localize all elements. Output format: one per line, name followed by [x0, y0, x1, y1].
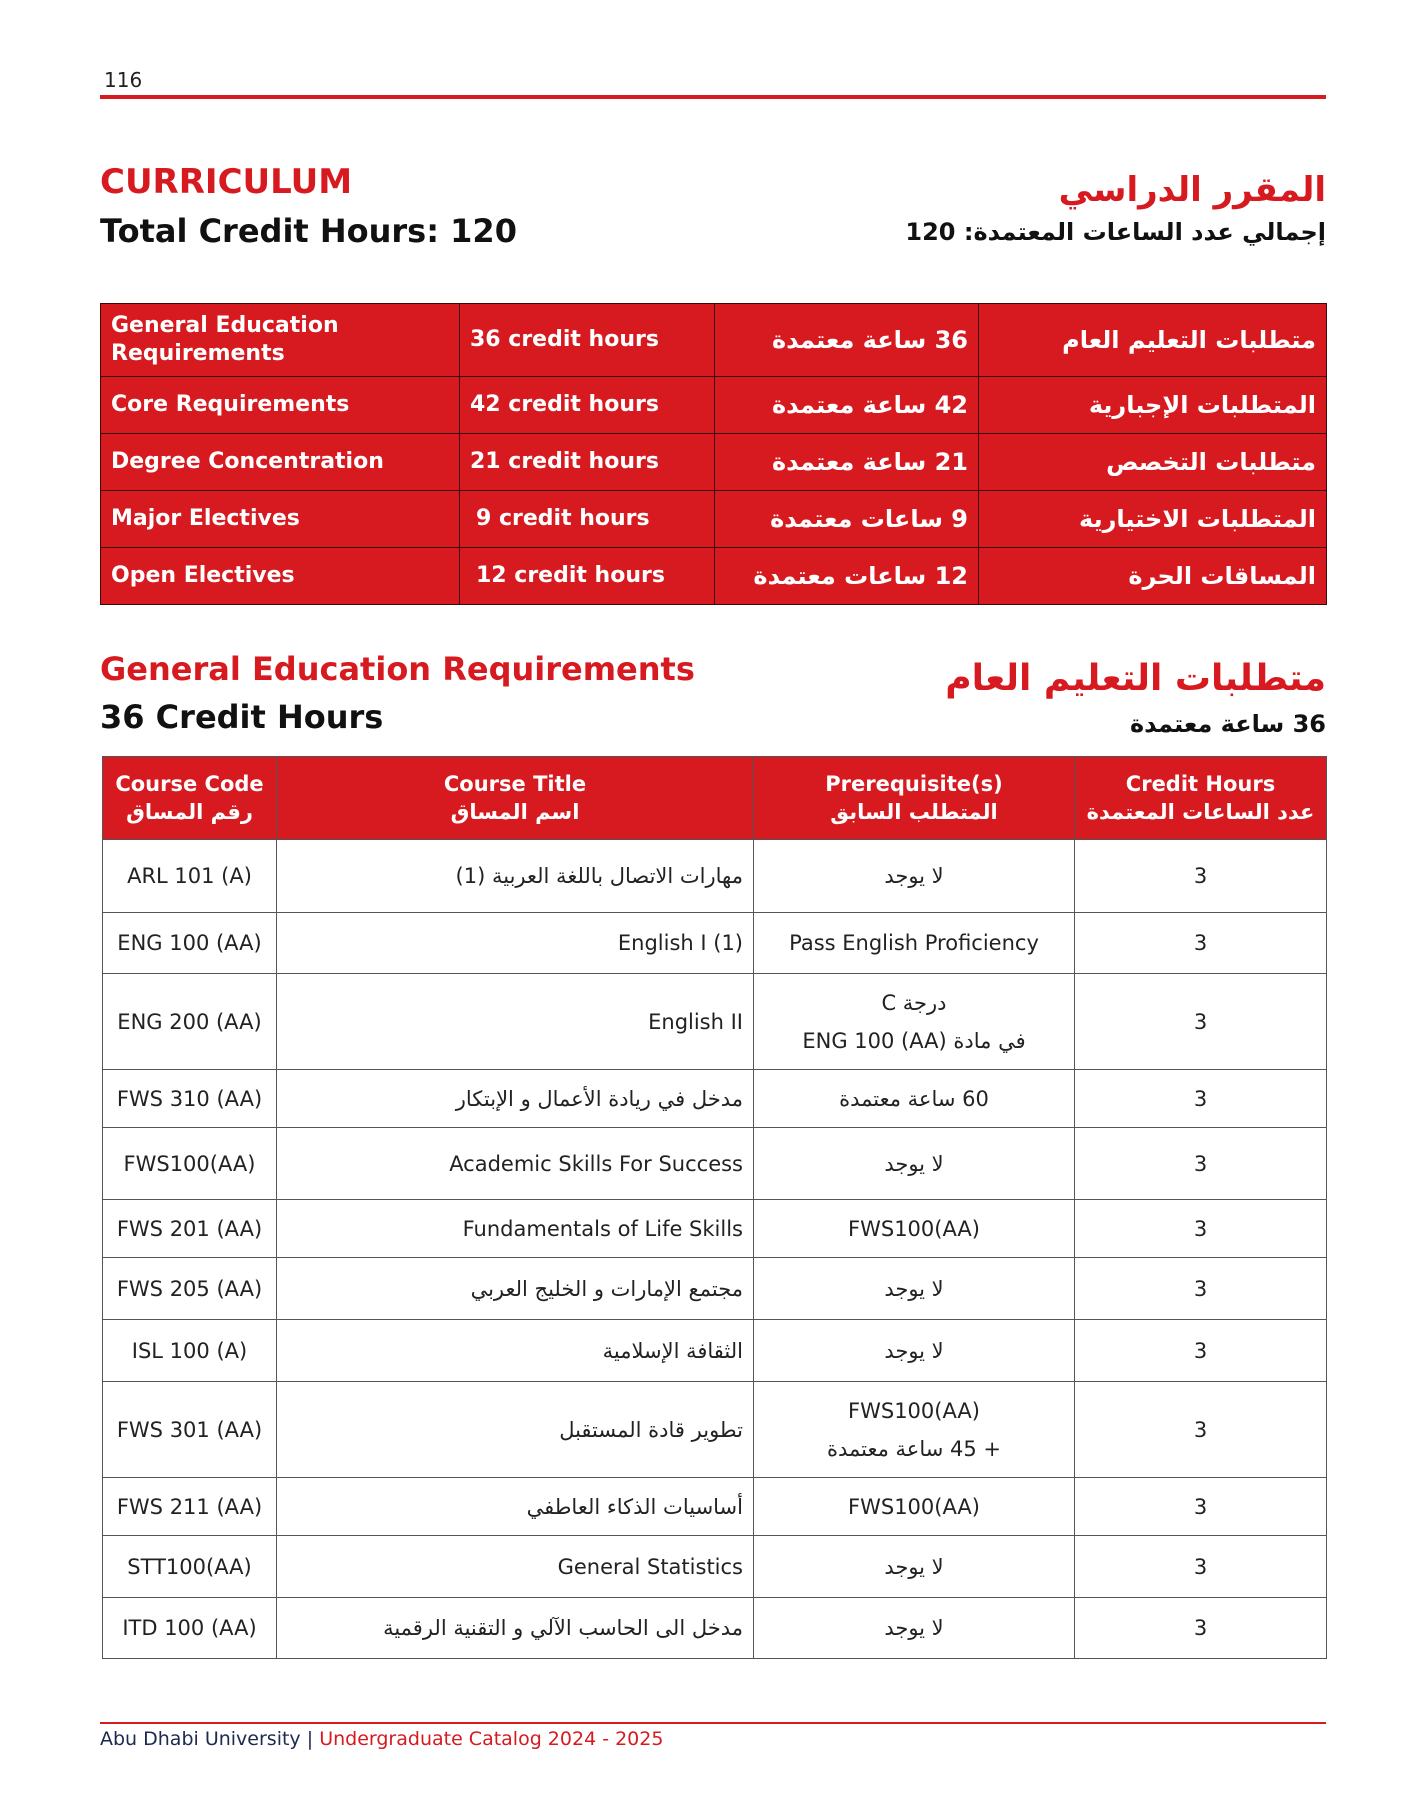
- course-title: [277, 1478, 754, 1536]
- course-prerequisite: [754, 1536, 1075, 1598]
- course-prerequisite: [754, 1478, 1075, 1536]
- prerequisite-line: لا يوجد: [884, 864, 944, 888]
- prerequisite-line: Pass English Proficiency: [789, 931, 1039, 955]
- table-row: [103, 1070, 1327, 1128]
- course-title-text: مدخل الى الحاسب الآلي و التقنية الرقمية: [383, 1616, 743, 1640]
- course-code-header: [103, 757, 277, 840]
- course-title: [277, 1128, 754, 1200]
- prerequisite-line: لا يوجد: [884, 1554, 944, 1579]
- curriculum-title-en: CURRICULUM: [100, 162, 353, 202]
- table-row: [103, 1128, 1327, 1200]
- course-title-text: Fundamentals of Life Skills: [462, 1216, 743, 1241]
- gen-ed-title-ar: متطلبات التعليم العام: [945, 658, 1326, 699]
- course-title-header-ar: اسم المساق: [450, 800, 580, 824]
- table-row: [103, 913, 1327, 974]
- header-rule: [100, 95, 1326, 99]
- course-title-header: [277, 757, 754, 840]
- course-code: FWS 310 (AA): [103, 1070, 277, 1128]
- course-credits: 3: [1075, 974, 1327, 1070]
- course-credits: 3: [1075, 1258, 1327, 1320]
- prerequisite-line: + 45 ساعة معتمدة: [826, 1436, 1002, 1461]
- course-credits: 3: [1075, 1598, 1327, 1659]
- footer-catalog: Undergraduate Catalog 2024 - 2025: [319, 1728, 664, 1750]
- page-footer: [100, 1728, 663, 1750]
- course-credits: 3: [1075, 1382, 1327, 1478]
- course-title: [277, 1258, 754, 1320]
- table-row: [103, 974, 1327, 1070]
- table-row: [103, 1598, 1327, 1659]
- prerequisite-header-ar: المتطلب السابق: [830, 800, 998, 824]
- gen-ed-hours-ar: 36 ساعة معتمدة: [1129, 710, 1326, 738]
- course-code: FWS 301 (AA): [103, 1382, 277, 1478]
- summary-hours-en: 36 credit hours: [460, 304, 715, 377]
- table-row: [103, 1320, 1327, 1382]
- course-title: [277, 1200, 754, 1258]
- summary-row: [101, 548, 1327, 605]
- summary-category-ar: متطلبات التخصص: [979, 434, 1327, 491]
- course-credits: 3: [1075, 1200, 1327, 1258]
- course-code: ITD 100 (AA): [103, 1598, 277, 1659]
- footer-university: Abu Dhabi University: [100, 1728, 301, 1750]
- prerequisite-line: درجة C: [881, 990, 947, 1015]
- summary-hours-ar: 21 ساعة معتمدة: [715, 434, 979, 491]
- curriculum-title-ar: المقرر الدراسي: [1058, 170, 1326, 210]
- course-code-header-ar: رقم المساق: [126, 800, 253, 824]
- prerequisite-line: لا يوجد: [884, 1616, 944, 1640]
- summary-category-en: Major Electives: [101, 491, 460, 548]
- summary-hours-ar: 42 ساعة معتمدة: [715, 377, 979, 434]
- course-prerequisite: [754, 1258, 1075, 1320]
- summary-category-en: Open Electives: [101, 548, 460, 605]
- course-code: FWS100(AA): [103, 1128, 277, 1200]
- course-credits: 3: [1075, 840, 1327, 913]
- prerequisite-line: لا يوجد: [884, 1151, 944, 1176]
- footer-rule: [100, 1722, 1326, 1724]
- prerequisite-line: لا يوجد: [884, 1338, 944, 1363]
- prerequisite-line: في مادة ENG 100 (AA): [802, 1028, 1026, 1053]
- summary-category-en: Core Requirements: [101, 377, 460, 434]
- prerequisite-header-en: Prerequisite(s): [825, 772, 1003, 796]
- course-code: ARL 101 (A): [103, 840, 277, 913]
- course-title-text: مهارات الاتصال باللغة العربية (1): [455, 864, 743, 888]
- page-number: 116: [104, 68, 143, 92]
- prerequisite-line: 60 ساعة معتمدة: [839, 1086, 989, 1111]
- prerequisite-line: FWS100(AA): [848, 1398, 980, 1423]
- prerequisite-line: لا يوجد: [884, 1276, 944, 1301]
- prerequisite-header: [754, 757, 1075, 840]
- course-code: ENG 100 (AA): [103, 913, 277, 974]
- credit-hours-header-en: Credit Hours: [1125, 772, 1276, 796]
- table-row: [103, 840, 1327, 913]
- summary-row: [101, 434, 1327, 491]
- summary-row: [101, 304, 1327, 377]
- table-header-row: [103, 757, 1327, 840]
- course-title-text: مجتمع الإمارات و الخليج العربي: [470, 1276, 743, 1301]
- table-row: [103, 1382, 1327, 1478]
- summary-hours-ar: 36 ساعة معتمدة: [715, 304, 979, 377]
- course-prerequisite: [754, 1070, 1075, 1128]
- gen-ed-hours-en: 36 Credit Hours: [100, 698, 384, 736]
- course-credits: 3: [1075, 913, 1327, 974]
- summary-category-ar: متطلبات التعليم العام: [979, 304, 1327, 377]
- gen-ed-courses-table: [102, 756, 1327, 1659]
- course-prerequisite: [754, 1598, 1075, 1659]
- course-code: FWS 205 (AA): [103, 1258, 277, 1320]
- summary-hours-ar: 12 ساعات معتمدة: [715, 548, 979, 605]
- course-title: [277, 840, 754, 913]
- course-title-text: English II: [648, 1009, 743, 1034]
- course-code: ISL 100 (A): [103, 1320, 277, 1382]
- table-row: [103, 1200, 1327, 1258]
- course-prerequisite: [754, 1320, 1075, 1382]
- course-credits: 3: [1075, 1128, 1327, 1200]
- summary-hours-en: 12 credit hours: [460, 548, 715, 605]
- course-title: [277, 1598, 754, 1659]
- summary-hours-ar: 9 ساعات معتمدة: [715, 491, 979, 548]
- course-code-header-en: Course Code: [115, 772, 264, 796]
- gen-ed-title-en: General Education Requirements: [100, 650, 695, 688]
- course-credits: 3: [1075, 1070, 1327, 1128]
- prerequisite-line: FWS100(AA): [848, 1216, 980, 1241]
- credit-hours-header: [1075, 757, 1327, 840]
- course-prerequisite: [754, 974, 1075, 1070]
- course-code: FWS 211 (AA): [103, 1478, 277, 1536]
- course-title: [277, 1382, 754, 1478]
- course-title-text: مدخل في ريادة الأعمال و الإبتكار: [455, 1086, 743, 1111]
- course-prerequisite: [754, 840, 1075, 913]
- course-title-text: أساسيات الذكاء العاطفي: [526, 1494, 743, 1519]
- summary-hours-en: 9 credit hours: [460, 491, 715, 548]
- course-title: [277, 1320, 754, 1382]
- total-credit-hours-ar: إجمالي عدد الساعات المعتمدة: 120: [905, 218, 1326, 246]
- footer-separator: |: [306, 1728, 314, 1750]
- course-title: [277, 1070, 754, 1128]
- course-title: [277, 974, 754, 1070]
- course-title-text: English I (1): [617, 931, 743, 955]
- summary-category-en: Degree Concentration: [101, 434, 460, 491]
- credit-hours-header-ar: عدد الساعات المعتمدة: [1086, 800, 1315, 824]
- course-code: STT100(AA): [103, 1536, 277, 1598]
- course-title-header-en: Course Title: [443, 772, 587, 796]
- total-credit-hours-en: Total Credit Hours: 120: [100, 212, 517, 250]
- prerequisite-line: FWS100(AA): [848, 1494, 980, 1519]
- course-code: FWS 201 (AA): [103, 1200, 277, 1258]
- summary-row: [101, 377, 1327, 434]
- summary-hours-en: 21 credit hours: [460, 434, 715, 491]
- summary-category-en: General Education Requirements: [101, 304, 460, 377]
- summary-hours-en: 42 credit hours: [460, 377, 715, 434]
- course-title-text: General Statistics: [557, 1554, 743, 1579]
- credit-summary-table: [100, 303, 1327, 605]
- course-title-text: تطوير قادة المستقبل: [559, 1417, 743, 1442]
- course-code: ENG 200 (AA): [103, 974, 277, 1070]
- summary-category-ar: المتطلبات الاختيارية: [979, 491, 1327, 548]
- summary-category-ar: المساقات الحرة: [979, 548, 1327, 605]
- course-title-text: Academic Skills For Success: [449, 1151, 743, 1176]
- course-prerequisite: [754, 913, 1075, 974]
- course-title-text: الثقافة الإسلامية: [602, 1338, 743, 1363]
- course-credits: 3: [1075, 1320, 1327, 1382]
- table-row: [103, 1258, 1327, 1320]
- course-prerequisite: [754, 1382, 1075, 1478]
- table-row: [103, 1536, 1327, 1598]
- summary-category-ar: المتطلبات الإجبارية: [979, 377, 1327, 434]
- course-prerequisite: [754, 1128, 1075, 1200]
- table-row: [103, 1478, 1327, 1536]
- course-title: [277, 913, 754, 974]
- course-title: [277, 1536, 754, 1598]
- course-credits: 3: [1075, 1478, 1327, 1536]
- course-credits: 3: [1075, 1536, 1327, 1598]
- summary-row: [101, 491, 1327, 548]
- course-prerequisite: [754, 1200, 1075, 1258]
